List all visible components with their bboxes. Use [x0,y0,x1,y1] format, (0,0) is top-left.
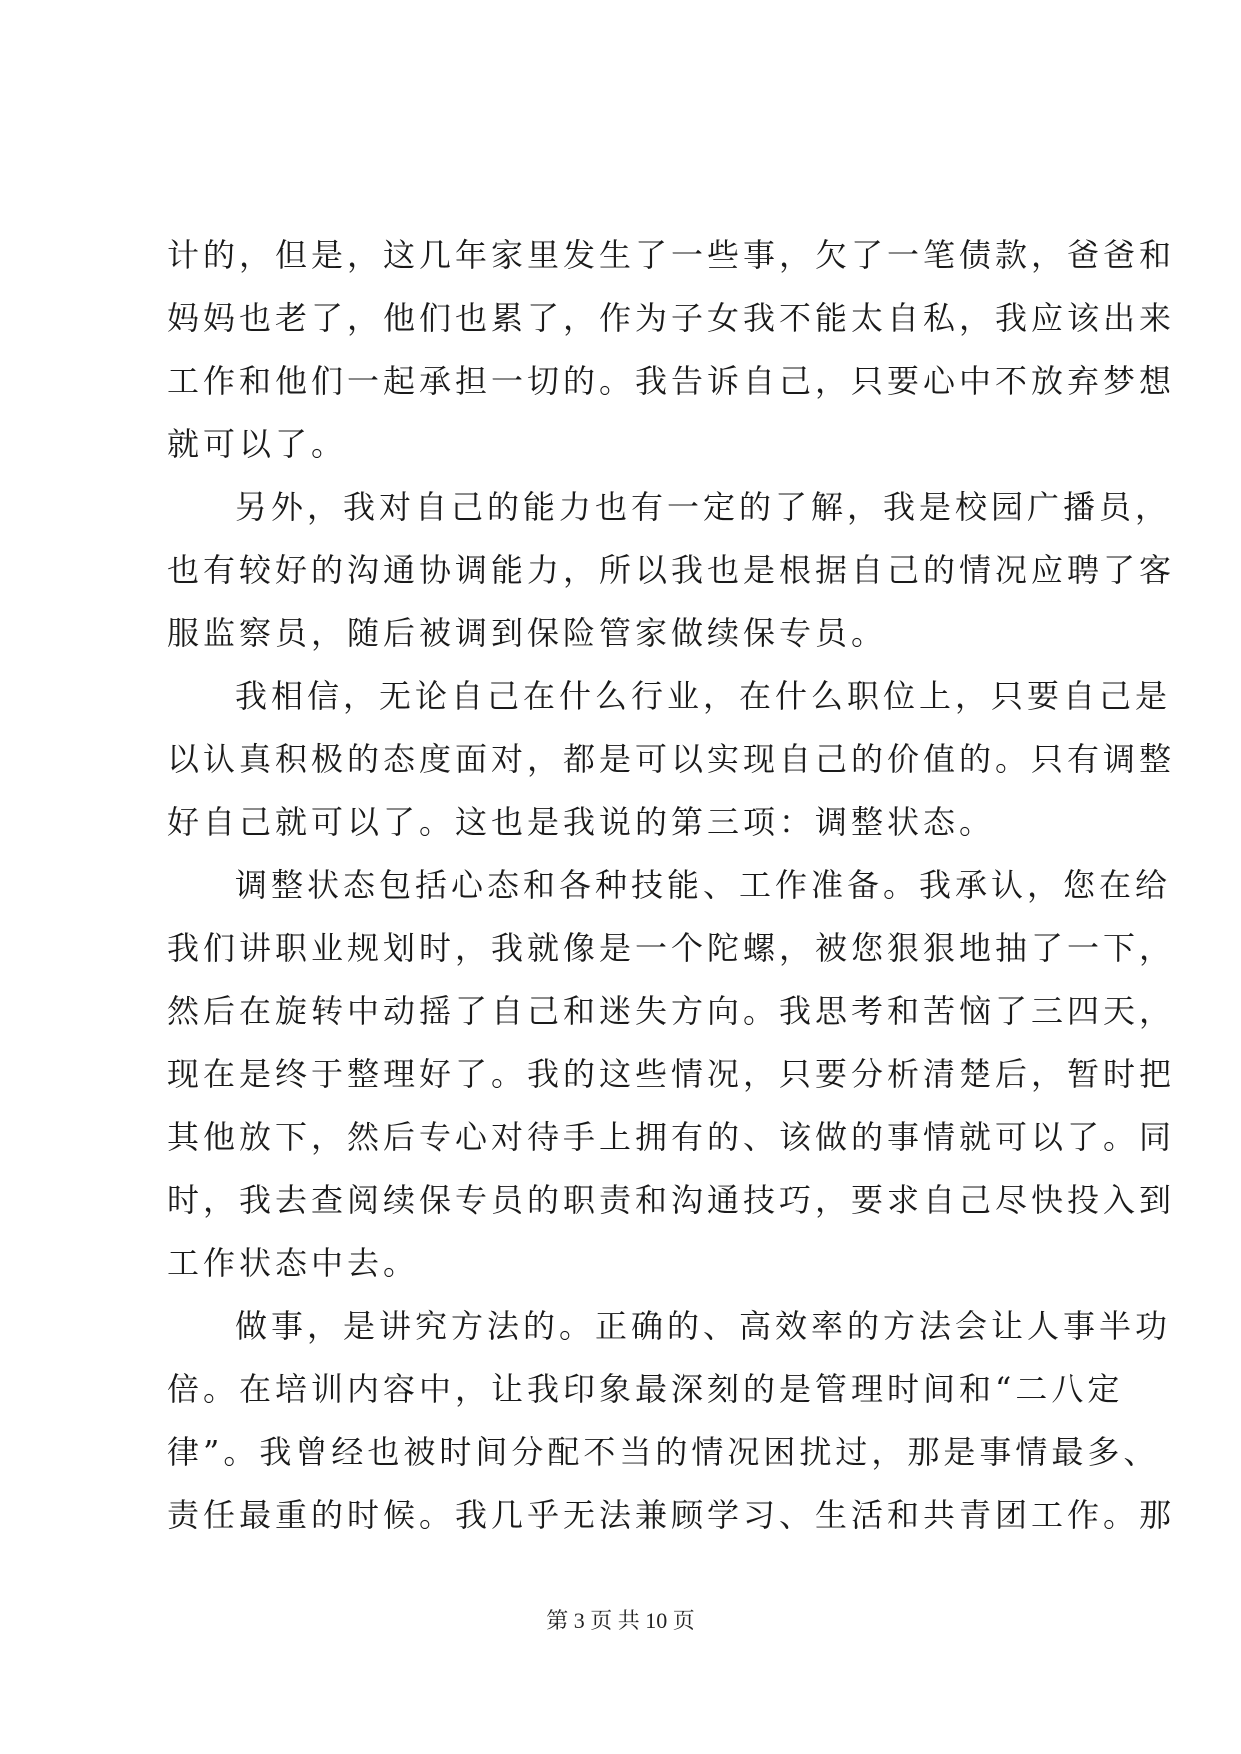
paragraph-4 [167,854,1176,1295]
text-line: 我们讲职业规划时，我就像是一个陀螺，被您狠狠地抽了一下， [167,929,1176,967]
text-line: 也有较好的沟通协调能力，所以我也是根据自己的情况应聘了客 [167,551,1176,589]
text-line: 妈妈也老了，他们也累了，作为子女我不能太自私，我应该出来 [167,299,1176,337]
page-footer [0,1604,1241,1635]
text-line: 计的，但是，这几年家里发生了一些事，欠了一笔债款，爸爸和 [167,236,1176,274]
text-line: 服监察员，随后被调到保险管家做续保专员。 [167,614,888,652]
text-line: 然后在旋转中动摇了自己和迷失方向。我思考和苦恼了三四天， [167,992,1176,1030]
text-line: 就可以了。 [167,425,348,463]
text-line: 好自己就可以了。这也是我说的第三项：调整状态。 [167,803,996,841]
paragraph-2 [167,476,1176,665]
text-line: 工作状态中去。 [167,1244,420,1282]
document-body [167,224,1176,1547]
text-line: 其他放下，然后专心对待手上拥有的、该做的事情就可以了。同 [167,1118,1176,1156]
paragraph-1 [167,224,1176,476]
text-line: 我相信，无论自己在什么行业，在什么职位上，只要自己是 [235,677,1172,715]
paragraph-3 [167,665,1176,854]
page-number: 第 3 页 共 10 页 [546,1608,695,1633]
text-line: 倍。在培训内容中，让我印象最深刻的是管理时间和“二八定 [167,1370,1124,1408]
text-line: 以认真积极的态度面对，都是可以实现自己的价值的。只有调整 [167,740,1176,778]
text-line: 另外，我对自己的能力也有一定的了解，我是校园广播员， [235,488,1172,526]
text-line: 做事，是讲究方法的。正确的、高效率的方法会让人事半功 [235,1307,1172,1345]
text-line: 时，我去查阅续保专员的职责和沟通技巧，要求自己尽快投入到 [167,1181,1176,1219]
text-line: 责任最重的时候。我几乎无法兼顾学习、生活和共青团工作。那 [167,1496,1176,1534]
text-line: 律”。我曾经也被时间分配不当的情况困扰过，那是事情最多、 [167,1433,1160,1471]
text-line: 调整状态包括心态和各种技能、工作准备。我承认，您在给 [235,866,1172,904]
text-line: 现在是终于整理好了。我的这些情况，只要分析清楚后，暂时把 [167,1055,1176,1093]
text-line: 工作和他们一起承担一切的。我告诉自己，只要心中不放弃梦想 [167,362,1176,400]
paragraph-5 [167,1295,1176,1547]
